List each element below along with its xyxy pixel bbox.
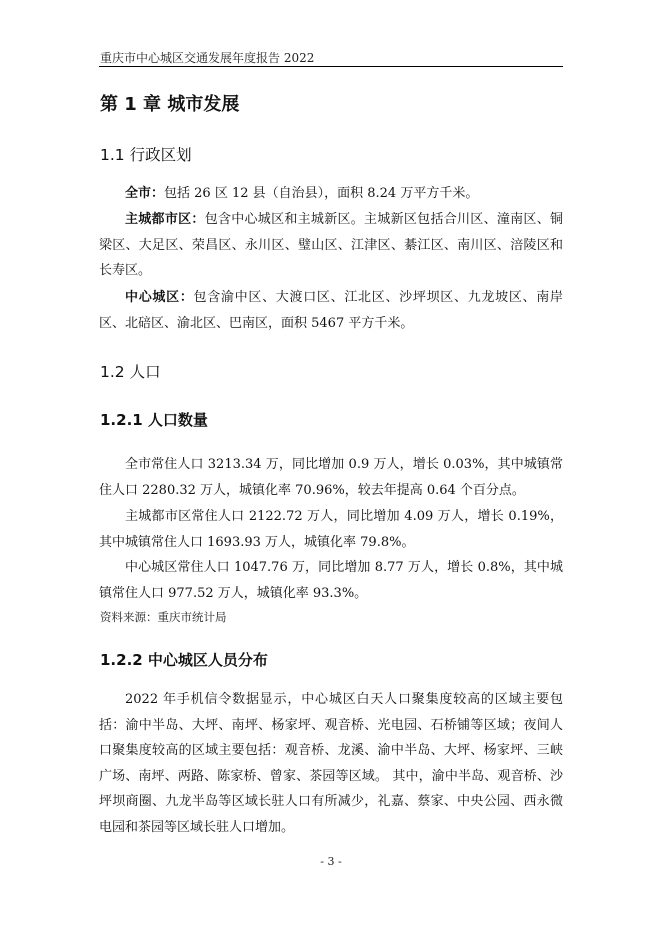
term-whole-city: 全市： [125,186,165,201]
term-central-urban-area: 中心城区： [125,290,194,305]
text-central-urban-area: 包含渝中区、大渡口区、江北区、沙坪坝区、九龙坡区、南岸区、北碚区、渝北区、巴南区，面积 5467 平方千米。 [99,290,563,331]
page-number: - 3 - [320,855,342,868]
header-rule [99,66,563,67]
section-heading-1-2-2: 1.2.2 中心城区人员分布 [100,651,268,669]
section-heading-1-2-1: 1.2.1 人口数量 [100,411,208,429]
paragraph-central-urban-area [99,285,563,336]
section-heading-1-2: 1.2 人口 [100,363,161,381]
section-heading-1-1: 1.1 行政区划 [100,146,192,164]
paragraph-population-city: 全市常住人口 3213.34 万，同比增加 0.9 万人，增长 0.03%，其中城镇常住人口 2280.32 万人，城镇化率 70.96%，较去年提高 0.64 个百分点。 [99,457,563,498]
paragraph-metropolitan-area [99,207,563,284]
paragraph-population-distribution: 2022 年手机信令数据显示，中心城区白天人口聚集度较高的区域主要包括：渝中半岛、大坪、南坪、杨家坪、观音桥、光电园、石桥铺等区域；夜间人口聚集度较高的区域主要包括：观音桥、龙溪、渝中半岛、大坪、杨家坪、三峡广场、南坪、两路、陈家桥、曾家、茶园等区域。 其中，渝中半岛、观音桥、沙坪坝商圈、九龙半岛等区域长驻人口有所减少，礼嘉、蔡家、中央公园、西永微电园和茶园等区域长驻人口增加。 [99,692,563,835]
text-whole-city: 包括 26 区 12 县（自治县），面积 8.24 万平方千米。 [164,186,479,201]
running-header: 重庆市中心城区交通发展年度报告 2022 [100,51,315,65]
paragraph-population-central: 中心城区常住人口 1047.76 万，同比增加 8.77 万人，增长 0.8%，其中城镇常住人口 977.52 万人，城镇化率 93.3%。 [99,560,563,601]
paragraph-population-metropolitan: 主城都市区常住人口 2122.72 万人，同比增加 4.09 万人，增长 0.19%，其中城镇常住人口 1693.93 万人，城镇化率 79.8%。 [99,509,563,550]
term-metropolitan-area: 主城都市区： [125,212,205,227]
text-metropolitan-area: 包含中心城区和主城新区。主城新区包括合川区、潼南区、铜梁区、大足区、荣昌区、永川区、璧山区、江津区、綦江区、南川区、涪陵区和长寿区。 [99,212,563,279]
paragraph-whole-city [99,181,563,207]
data-source-note: 资料来源：重庆市统计局 [100,610,227,624]
chapter-title: 第 1 章 城市发展 [100,94,240,115]
